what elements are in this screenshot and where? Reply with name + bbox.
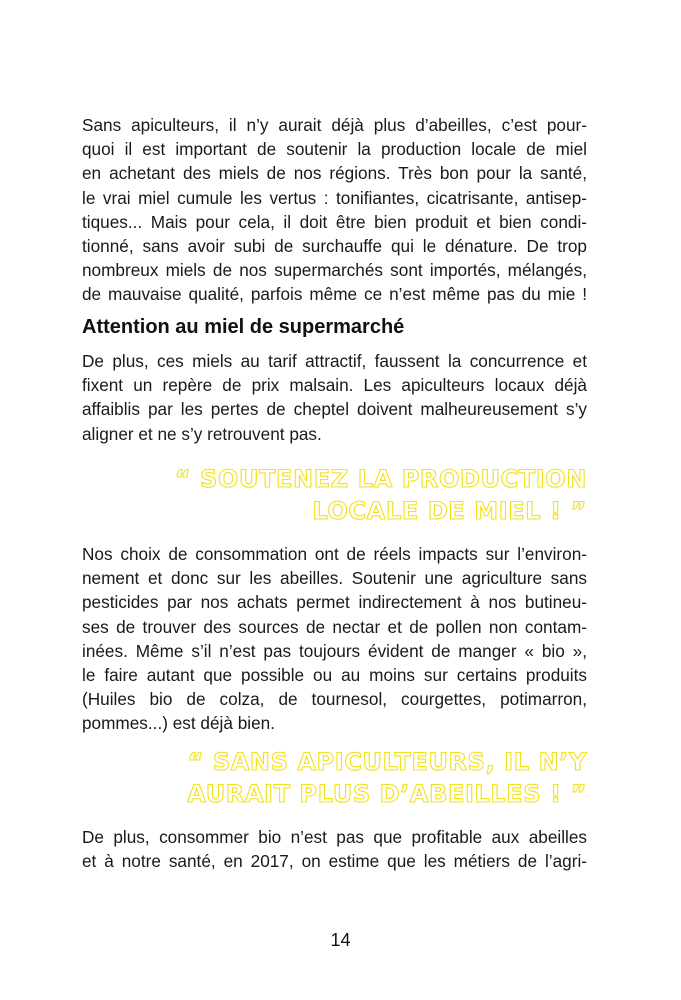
paragraph-line: inées. Même s’il n’est pas toujours évident de manger « bio », [82, 640, 587, 661]
paragraph-line: De plus, consommer bio n’est pas que profitable aux abeilles [82, 827, 587, 847]
paragraph-line: Nos choix de consommation ont de réels impacts sur l’environ- [82, 544, 587, 564]
paragraph-supermarket [82, 349, 587, 446]
paragraph-line: en achetant des miels de nos régions. Très bon pour la santé, [82, 163, 587, 184]
paragraph-line: tiques... Mais pour cela, il doit être bien produit et bien condi- [82, 211, 587, 232]
pull-quote-beekeepers [187, 746, 587, 810]
paragraph-intro [82, 113, 587, 307]
paragraph-organic [82, 825, 587, 873]
pull-quote-line: AURAIT PLUS D’ABEILLES ! ” [187, 780, 587, 808]
paragraph-line: (Huiles bio de colza, de tournesol, courgettes, potimarron, [82, 689, 587, 710]
paragraph-line: le faire autant que possible ou au moins sur certains produits [82, 665, 587, 686]
section-heading: Attention au miel de supermarché [82, 316, 405, 338]
paragraph-line: fixent un repère de prix malsain. Les apiculteurs locaux déjà [82, 375, 587, 396]
paragraph-line: quoi il est important de soutenir la production locale de miel [82, 139, 587, 160]
paragraph-line: ses de trouver des sources de nectar et de pollen non contam- [82, 616, 587, 637]
pull-quote-line: “ SANS APICULTEURS, IL N’Y [187, 748, 587, 776]
paragraph-line: pommes...) est déjà bien. [82, 713, 275, 734]
paragraph-line: le vrai miel cumule les vertus : tonifiantes, cicatrisante, antisep- [82, 187, 587, 208]
paragraph-line: Sans apiculteurs, il n’y aurait déjà plus d’abeilles, c’est pour- [82, 115, 587, 135]
paragraph-line: aligner et ne s’y retrouvent pas. [82, 423, 322, 444]
pull-quote-line: LOCALE DE MIEL ! ” [312, 497, 587, 525]
pull-quote-local-honey [175, 463, 587, 527]
paragraph-line: nombreux miels de nos supermarchés sont importés, mélangés, [82, 260, 587, 281]
paragraph-line: de mauvaise qualité, parfois même ce n’est même pas du mie ! [82, 284, 587, 305]
paragraph-line: De plus, ces miels au tarif attractif, faussent la concurrence et [82, 351, 587, 371]
paragraph-line: pesticides par nos achats permet indirectement à nos butineu- [82, 592, 587, 613]
paragraph-line: et à notre santé, en 2017, on estime que les métiers de l’agri- [82, 851, 587, 872]
pull-quote-line: “ SOUTENEZ LA PRODUCTION [174, 465, 587, 493]
paragraph-line: affaiblis par les pertes de cheptel doivent malheureusement s’y [82, 399, 587, 420]
paragraph-line: tionné, sans avoir subi de surchauffe qui le dénature. De trop [82, 236, 587, 257]
page-number: 14 [330, 930, 351, 950]
paragraph-line: nement et donc sur les abeilles. Soutenir une agriculture sans [82, 568, 587, 589]
paragraph-consumption [82, 542, 587, 736]
